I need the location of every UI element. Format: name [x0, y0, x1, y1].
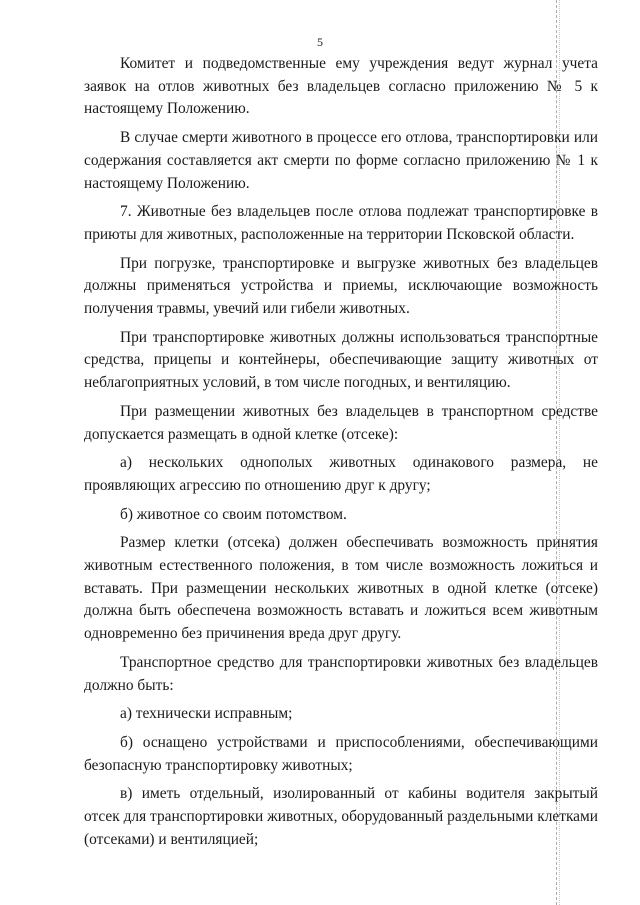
list-item-separate-compartment: в) иметь отдельный, изолированный от кабины водителя закрытый отсек для транспортировки животных, оборудованный раздельными клетками (отсеками) и вентиляцией;	[84, 785, 598, 848]
paragraph-vehicle-requirements: Транспортное средство для транспортировки животных без владельцев должно быть:	[84, 653, 598, 694]
paragraph-cage-placement: При размещении животных без владельцев в транспортном средстве допускается размещать в одной клетке (отсеке):	[84, 402, 598, 443]
list-item-offspring: б) животное со своим потомством.	[120, 505, 347, 523]
paragraph-loading: При погрузке, транспортировке и выгрузке животных без владельцев должны применяться устройства и приемы, исключающие возможность получения травмы, увечий или гибели животных.	[84, 254, 598, 318]
list-item-technically-sound: а) технически исправным;	[120, 705, 293, 723]
list-item-same-sex: а) нескольких однополых животных одинакового размера, не проявляющих агрессию по отношению друг к другу;	[84, 454, 598, 494]
list-item-equipped: б) оснащено устройствами и приспособлениями, обеспечивающими безопасную транспортировку животных;	[84, 733, 598, 774]
paragraph-cage-size: Размер клетки (отсека) должен обеспечивать возможность принятия животным естественного положения, в том числе возможность ложиться и вставать. При размещении нескольких животных в одной клетке (отсеке) должна быть обеспечена возможность вставать и ложиться всем животным одновременно без причинения вреда друг другу.	[84, 534, 598, 643]
page-number: 5	[317, 35, 323, 49]
paragraph-transport-shelters: 7. Животные без владельцев после отлова подлежат транспортировке в приюты для животных, расположенные на территории Псковской области.	[84, 203, 598, 243]
document-body	[84, 53, 598, 858]
paragraph-journal: Комитет и подведомственные ему учреждения ведут журнал учета заявок на отлов животных без владельцев согласно приложению № 5 к настоящему Положению.	[84, 55, 598, 118]
paragraph-vehicles: При транспортировке животных должны использоваться транспортные средства, прицепы и контейнеры, обеспечивающие защиту животных от неблагоприятных условий, в том числе погодных, и вентиляцию.	[84, 328, 598, 392]
paragraph-death-act: В случае смерти животного в процессе его отлова, транспортировки или содержания составляется акт смерти по форме согласно приложению № 1 к настоящему Положению.	[84, 129, 598, 192]
